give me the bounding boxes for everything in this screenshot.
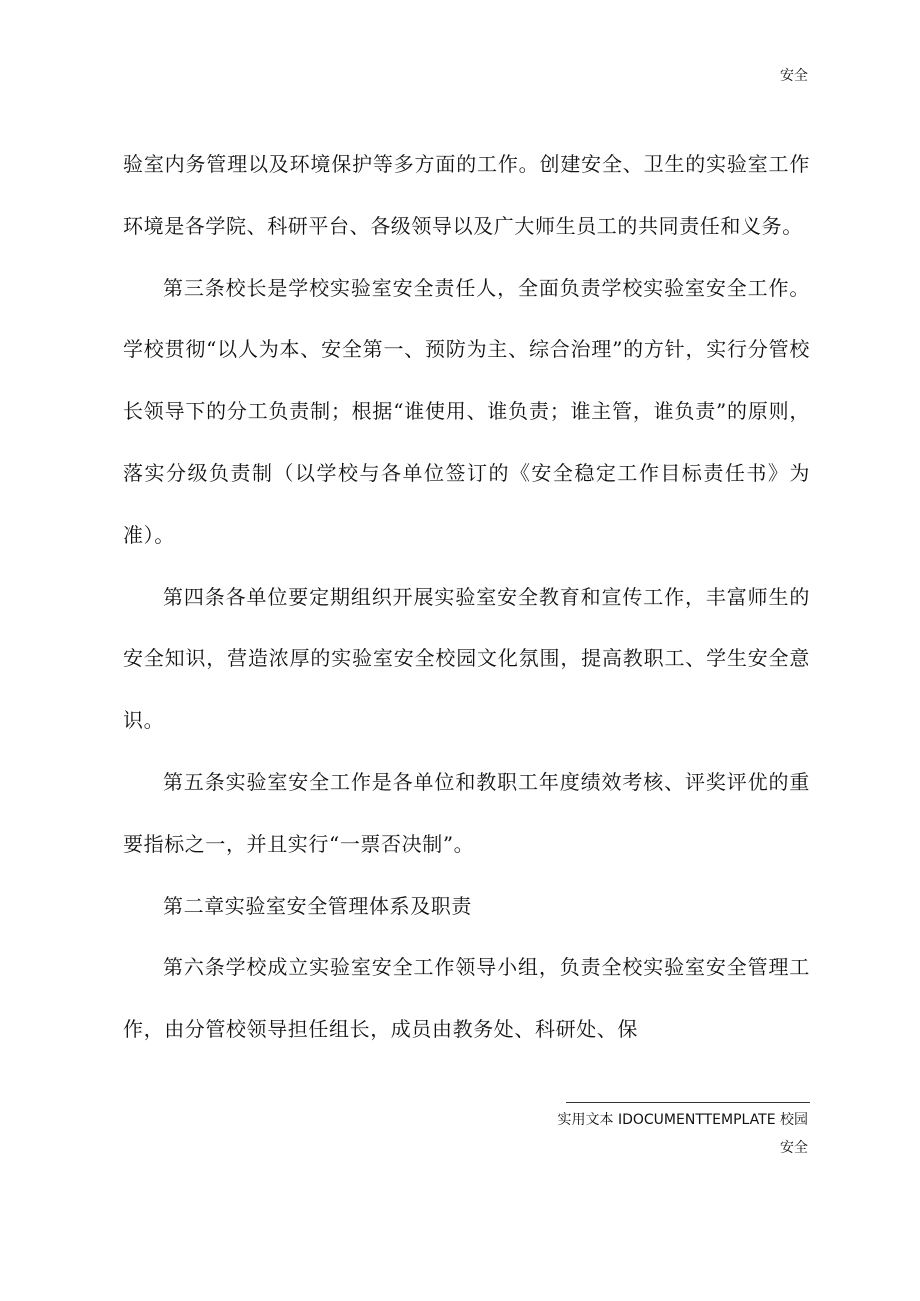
footer-text-line-1: 实用文本 IDOCUMENTTEMPLATE 校园 [557, 1112, 808, 1128]
paragraph-article-3: 第三条校长是学校实验室安全责任人，全面负责学校实验室安全工作。学校贯彻“以人为本、安全第一、预防为主、综合治理”的方针，实行分管校长领导下的分工负责制；根据“谁使用、谁负责；谁主管，谁负责”的原则，落实分级负责制（以学校与各单位签订的《安全稳定工作目标责任书》为准）。 [123, 275, 810, 547]
footer-text-line-2: 安全 [780, 1140, 808, 1156]
paragraph-article-6: 第六条学校成立实验室安全工作领导小组，负责全校实验室安全管理工作，由分管校领导担任组长，成员由教务处、科研处、保 [123, 955, 810, 1042]
chapter-heading: 第二章实验室安全管理体系及职责 [163, 893, 472, 918]
paragraph-continuation: 验室内务管理以及环境保护等多方面的工作。创建安全、卫生的实验室工作环境是各学院、科研平台、各级领导以及广大师生员工的共同责任和义务。 [123, 152, 810, 238]
page-header: 安全 [780, 68, 808, 84]
document-body [123, 134, 810, 1061]
paragraph-article-4: 第四条各单位要定期组织开展实验室安全教育和宣传工作，丰富师生的安全知识，营造浓厚的实验室安全校园文化氛围，提高教职工、学生安全意识。 [123, 584, 810, 733]
footer-divider [566, 1102, 810, 1103]
paragraph-article-5: 第五条实验室安全工作是各单位和教职工年度绩效考核、评奖评优的重要指标之一，并且实行“一票否决制”。 [123, 769, 810, 856]
